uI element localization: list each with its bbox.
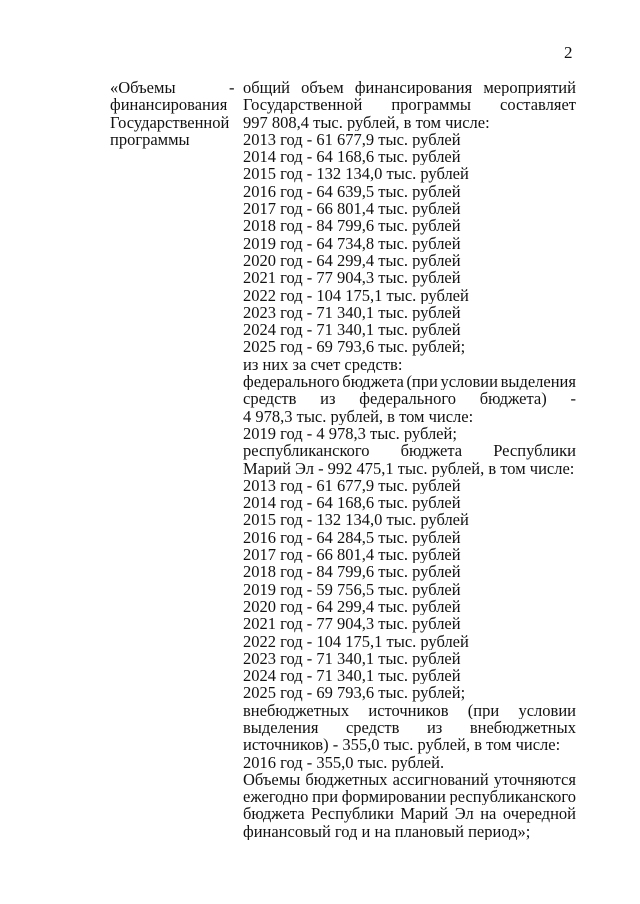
- content-line: 2022 год - 104 175,1 тыс. рублей: [243, 286, 469, 304]
- content-word: республиканского: [449, 788, 576, 806]
- content-word: выделения: [243, 718, 319, 737]
- content-line: 2016 год - 64 639,5 тыс. рублей: [243, 182, 461, 201]
- row-label-line: Государственной: [110, 112, 230, 132]
- content-word: объем: [301, 79, 344, 97]
- content-line: 2024 год - 71 340,1 тыс. рублей: [243, 667, 461, 685]
- row-content: [243, 79, 576, 840]
- content-line: 2018 год - 84 799,6 тыс. рублей: [243, 217, 461, 235]
- content-word: Республики: [311, 805, 394, 823]
- content-word: очередной: [502, 805, 576, 823]
- content-line: 2022 год - 104 175,1 тыс. рублей: [243, 632, 469, 650]
- content-word: средств: [345, 718, 400, 737]
- content-line: 2025 год - 69 793,6 тыс. рублей;: [243, 684, 466, 702]
- content-word: внебюджетных: [243, 701, 350, 719]
- content-word: Марий: [400, 805, 449, 823]
- content-word: условии: [518, 701, 576, 719]
- content-word: федерального: [359, 390, 456, 408]
- content-word: (при: [406, 373, 438, 391]
- content-line: [243, 771, 576, 788]
- content-word: при: [312, 788, 339, 806]
- content-line: 2014 год - 64 168,6 тыс. рублей: [243, 494, 461, 512]
- content-word: бюджета): [479, 390, 547, 408]
- content-word: условии: [440, 373, 498, 391]
- content-word: внебюджетных: [469, 718, 576, 737]
- content-word: на: [480, 805, 497, 823]
- content-line: Марий Эл - 992 475,1 тыс. рублей, в том числе:: [243, 459, 575, 477]
- content-word: Объемы: [243, 770, 301, 789]
- content-word: (при: [467, 701, 500, 719]
- content-word: Государственной: [243, 96, 363, 114]
- content-word: формировании: [341, 788, 446, 806]
- content-line: 2017 год - 66 801,4 тыс. рублей: [243, 200, 461, 218]
- content-line: 2014 год - 64 168,6 тыс. рублей: [243, 148, 461, 166]
- content-line: 2013 год - 61 677,9 тыс. рублей: [243, 476, 461, 495]
- content-word: источников: [368, 701, 449, 719]
- content-word: Республики: [493, 442, 576, 460]
- content-line: 2015 год - 132 134,0 тыс. рублей: [243, 165, 469, 183]
- content-word: программы: [391, 96, 471, 114]
- content-line: 2020 год - 64 299,4 тыс. рублей: [243, 597, 461, 616]
- content-word: из: [320, 390, 336, 408]
- content-line: 2021 год - 77 904,3 тыс. рублей: [243, 615, 461, 633]
- content-word: ежегодно: [243, 788, 309, 806]
- row-label-line: финансирования: [110, 95, 228, 115]
- content-line: 2016 год - 64 284,5 тыс. рублей: [243, 528, 461, 547]
- content-line: [243, 805, 576, 822]
- page-number: 2: [564, 43, 573, 62]
- content-word: средств: [243, 390, 297, 408]
- content-word: республиканского: [243, 442, 370, 460]
- content-word: федерального: [243, 373, 340, 391]
- content-line: 2025 год - 69 793,6 тыс. рублей;: [243, 338, 466, 356]
- content-word: Эл: [454, 805, 474, 823]
- content-line: 2017 год - 66 801,4 тыс. рублей: [243, 546, 461, 564]
- content-line: 2020 год - 64 299,4 тыс. рублей: [243, 251, 461, 270]
- content-line: 2018 год - 84 799,6 тыс. рублей: [243, 563, 461, 581]
- content-line: 2023 год - 71 340,1 тыс. рублей: [243, 303, 461, 322]
- content-line: [243, 719, 576, 736]
- content-line: 997 808,4 тыс. рублей, в том числе:: [243, 113, 490, 131]
- content-word: ассигнований: [392, 770, 489, 789]
- content-line: финансовый год и на плановый период»;: [243, 822, 531, 841]
- content-line: 2019 год - 64 734,8 тыс. рублей: [243, 234, 461, 252]
- content-word: выделения: [500, 373, 576, 391]
- content-line: 4 978,3 тыс. рублей, в том числе:: [243, 407, 474, 425]
- content-word: мероприятий: [483, 79, 576, 97]
- content-line: 2023 год - 71 340,1 тыс. рублей: [243, 649, 461, 668]
- content-line: источников) - 355,0 тыс. рублей, в том числе:: [243, 736, 561, 754]
- content-line: 2019 год - 59 756,5 тыс. рублей: [243, 580, 461, 598]
- content-line: [243, 373, 576, 390]
- content-word: общий: [243, 79, 291, 97]
- content-line: 2024 год - 71 340,1 тыс. рублей: [243, 321, 461, 339]
- content-line: 2013 год - 61 677,9 тыс. рублей: [243, 130, 461, 149]
- content-line: из них за счет средств:: [243, 355, 403, 374]
- content-line: [243, 788, 576, 805]
- content-word: финансирования: [354, 79, 473, 97]
- content-line: [243, 96, 576, 113]
- row-dash: -: [229, 78, 235, 97]
- content-word: бюджета: [400, 442, 463, 460]
- content-word: бюджетных: [305, 770, 388, 789]
- content-line: 2016 год - 355,0 тыс. рублей.: [243, 753, 445, 771]
- content-line: 2015 год - 132 134,0 тыс. рублей: [243, 511, 469, 529]
- content-word: составляет: [500, 96, 576, 114]
- content-line: [243, 390, 576, 407]
- content-word: бюджета: [342, 373, 404, 391]
- content-word: бюджета: [243, 805, 305, 823]
- content-line: [243, 702, 576, 719]
- content-word: -: [570, 390, 576, 408]
- row-label: [110, 79, 230, 148]
- row-label-line: «Объемы: [110, 78, 176, 97]
- content-line: [243, 442, 576, 459]
- content-word: из: [426, 718, 443, 737]
- content-line: 2021 год - 77 904,3 тыс. рублей: [243, 269, 461, 287]
- row-label-line: программы: [110, 129, 190, 149]
- content-line: [243, 79, 576, 96]
- content-word: уточняются: [493, 770, 576, 789]
- content-line: 2019 год - 4 978,3 тыс. рублей;: [243, 424, 457, 443]
